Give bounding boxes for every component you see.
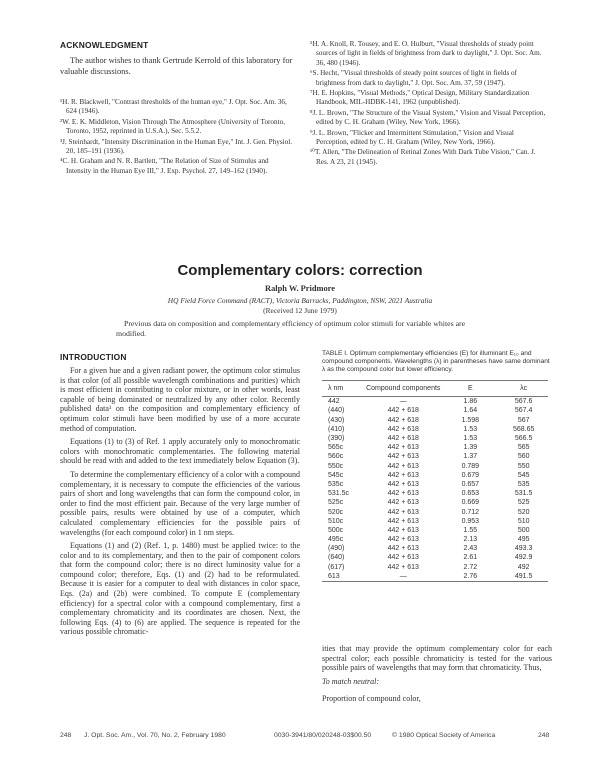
table-cell: 520 [517, 508, 530, 516]
table-cell: 1.55 [463, 526, 478, 534]
column-header: λ nm [328, 385, 344, 393]
table-row [322, 489, 548, 498]
table-cell: 442 + 613 [387, 453, 419, 461]
table-cell: 442 + 613 [387, 480, 419, 488]
table-cell: 0.953 [461, 517, 480, 525]
table-cell: 442 + 613 [387, 517, 419, 525]
table-cell: 442 + 613 [387, 462, 419, 470]
references-left [60, 98, 294, 177]
article-author: Ralph W. Pridmore [265, 284, 335, 293]
table-cell: (430) [328, 416, 345, 424]
table-row [322, 443, 548, 452]
table-row [322, 416, 548, 425]
table-cell: 1.37 [463, 453, 478, 461]
table-cell: 0.679 [461, 471, 480, 479]
reference-item: ¹H. R. Blackwell, "Contrast thresholds of the human eye," J. Opt. Soc. Am. 36, 624 (1946). [60, 98, 287, 116]
subheading: To match neutral: [322, 676, 380, 686]
right-column-text [322, 644, 552, 703]
table-cell: 2.76 [463, 572, 478, 580]
introduction-heading: INTRODUCTION [60, 352, 127, 362]
table-cell: 567.4 [514, 407, 533, 415]
introduction-paragraph: Equations (1) and (2) (Ref. 1, p. 1480) must be applied twice: to the color and to its complementary, and then to the pair of component colors that form the compound color; there is no direct luminosity value for a compound color; therefore, Eqs. (1) and (2) had to be reformulated. Because it is easier for a computer to deal with distances in color space, Eqs. (2a) and (2b) were combined. To compute E (complementary efficiency) for a spectral color with a compound complementary, first a complementary chromaticity and its coordinates are chosen. Next, the following Eqs. (4) to (6) are applied. The sequence is repeated for the various possible chromatic- [60, 541, 300, 637]
introduction-paragraph: Equations (1) to (3) of Ref. 1 apply accurately only to monochromatic colors with monochromatic complementaries. The following material should be read with and added to the text immediately below Equation (3). [60, 437, 300, 466]
column-header: Compound components [366, 385, 441, 393]
table-row [322, 434, 548, 443]
table-cell: 565c [328, 444, 344, 452]
table-header-row [322, 381, 548, 397]
text-line: Proportion of compound color, [322, 693, 421, 703]
table-cell: 568.65 [512, 425, 535, 433]
table-row [322, 544, 548, 553]
introduction-section [60, 352, 300, 637]
table-cell: 442 + 618 [387, 407, 419, 415]
table-cell: 1.39 [463, 444, 478, 452]
introduction-paragraph: To determine the complementary efficiency of a color with a compound complementary, it is necessary to compute the efficiencies of the various pairs of short and long wavelengths that can form the compound color, in order to find the most efficient pair. Because of the very large number of possible pairs, results were obtained by use of a computer, which calculated complementary efficiencies for the possible pairs of wavelengths (for each compound color) in 1 nm steps. [60, 469, 300, 537]
page-footer [60, 732, 550, 744]
acknowledgment-section [60, 40, 296, 77]
table-cell: (640) [328, 554, 345, 562]
table-cell: 560 [517, 453, 530, 461]
table-cell: 560c [328, 453, 344, 461]
table-cell: 495 [517, 536, 530, 544]
table-cell: 492 [517, 563, 530, 571]
table-cell: 442 + 618 [387, 425, 419, 433]
table-cell: 0.669 [461, 499, 480, 507]
table-row [322, 572, 548, 582]
table-cell: 1.86 [463, 398, 478, 406]
article-abstract: Previous data on composition and complementary efficiency of optimum color stimuli for variable whites are modified. [116, 319, 466, 338]
table-cell: 525 [517, 499, 530, 507]
table-cell: 0.653 [461, 490, 480, 498]
table-cell: 442 [328, 398, 340, 406]
table-cell: 1.598 [461, 416, 480, 424]
table-cell: 442 + 613 [387, 490, 419, 498]
table-body [322, 397, 548, 582]
table-cell: 500 [517, 526, 530, 534]
table-cell: 567.6 [514, 398, 533, 406]
table-cell: 550c [328, 462, 344, 470]
column-header: λc [520, 385, 528, 393]
references-right [310, 40, 548, 168]
article-title: Complementary colors: correction [177, 262, 423, 279]
table-row [322, 517, 548, 526]
table-cell: 0.789 [461, 462, 480, 470]
table-cell: 531.5 [514, 490, 533, 498]
table-cell: (440) [328, 407, 345, 415]
table-row [322, 507, 548, 516]
table-row [322, 397, 548, 407]
table-cell: 566.5 [514, 435, 533, 443]
reference-item: ⁴C. H. Graham and N. R. Bartlett, "The Relation of Size of Stimulus and Intensity in the Human Eye III," J. Exp. Psychol. 27, 149–162 (1940). [60, 157, 269, 175]
table-cell: 442 + 613 [387, 471, 419, 479]
table-cell: 1.53 [463, 425, 478, 433]
table-cell: 495c [328, 536, 344, 544]
reference-item: ¹⁰T. Allen, "The Delineation of Retinal Zones With Dark Tube Vision," Can. J. Res. A 23, 21 (1945). [310, 148, 536, 166]
table-cell: 2.61 [463, 554, 478, 562]
table-cell: 510c [328, 517, 344, 525]
table-row [322, 535, 548, 544]
copyright: © 1980 Optical Society of America [392, 732, 496, 739]
table-cell: 500c [328, 526, 344, 534]
introduction-paragraph: For a given hue and a given radiant power, the optimum color stimulus is that color (of all possible wavelength combinations and purities) which is most efficient in contributing to color mixture, or in other words, least capable of being dominated or neutralized by any other color. Recently published data¹ on the composition and complementary efficiency of optimum color stimuli have been modified by use of a more accurate method of computation. [60, 366, 300, 433]
table-section [322, 350, 552, 582]
table-cell: 442 + 613 [387, 499, 419, 507]
reference-item: ³J. Steinhardt, "Intensity Discrimination in the Human Eye," Int. J. Gen. Physiol. 20, 185–191 (1936). [60, 137, 293, 156]
table-cell: 550 [517, 462, 530, 470]
table-cell: 442 + 618 [387, 435, 419, 443]
table-cell: 492.9 [514, 554, 533, 562]
table-row [322, 471, 548, 480]
table-row [322, 406, 548, 415]
column-header: E [467, 385, 473, 393]
reference-item: ⁹J. L. Brown, "Flicker and Intermittent Stimulation," Vision and Visual Perception, edited by C. H. Graham (Wiley, New York, 1966). [310, 128, 514, 147]
table-cell: 442 + 613 [387, 545, 419, 553]
table-cell: 535c [328, 480, 344, 488]
table-row [322, 563, 548, 572]
acknowledgment-heading: ACKNOWLEDGMENT [60, 40, 149, 50]
table-cell: 535 [517, 480, 530, 488]
table-cell: 442 + 613 [387, 563, 419, 571]
table-cell: 442 + 613 [387, 554, 419, 562]
reference-item: ⁷H. E. Hopkins, "Visual Methods," Optical Design, Military Standardization Handbook, MIL-HDBK-141, 1962 (unpublished). [310, 89, 530, 107]
table-cell: (410) [328, 425, 345, 433]
table-cell: 510 [517, 517, 530, 525]
table-cell: — [399, 398, 407, 406]
table-cell: 442 + 613 [387, 536, 419, 544]
table-cell: 567 [517, 416, 530, 424]
table-cell: (390) [328, 435, 345, 443]
table-cell: (490) [328, 545, 345, 553]
table-cell: 2.13 [463, 536, 478, 544]
table-cell: — [399, 572, 407, 580]
article-received: (Received 12 June 1979) [263, 306, 337, 315]
page-number-right: 248 [538, 732, 550, 739]
table-cell: 531.5c [328, 490, 350, 498]
reference-item: ⁵H. A. Knoll, R. Tousey, and E. O. Hulburt, "Visual thresholds of steady point sources of light in fields of brightness from dark to daylight," J. Opt. Soc. Am. 36, 480 (1946). [310, 40, 542, 67]
table-cell: 613 [328, 572, 340, 580]
table-cell: 0.657 [461, 480, 480, 488]
table-cell: 525c [328, 499, 344, 507]
table-cell: 442 + 618 [387, 416, 419, 424]
table-cell: 1.53 [463, 435, 478, 443]
continued-paragraph: ities that may provide the optimum complementary color for each spectral color; each possible chromaticity is tested for the various possible pairs of wavelengths that may form that chromaticity. Thus, [322, 644, 552, 673]
article-affiliation: HQ Field Force Command (RACT), Victoria Barracks, Paddington, NSW, 2021 Australia [167, 296, 433, 305]
table-row [322, 452, 548, 461]
table-cell: (617) [328, 563, 345, 571]
table-row [322, 462, 548, 471]
table-cell: 545 [517, 471, 530, 479]
table-cell: 520c [328, 508, 344, 516]
article-code: 0030-3941/80/020248-03$00.50 [274, 732, 372, 739]
table-cell: 565 [517, 444, 530, 452]
table-row [322, 553, 548, 562]
table-cell: 1.64 [463, 407, 478, 415]
table-cell: 0.712 [461, 508, 480, 516]
table-row [322, 498, 548, 507]
page-number: 248 [60, 732, 72, 739]
table-cell: 545c [328, 471, 344, 479]
reference-item: ⁶S. Hecht, "Visual thresholds of steady point sources of light in fields of brightness from dark to daylight," J. Opt. Soc. Am. 37, 59 (1947). [310, 69, 518, 87]
table-row [322, 526, 548, 535]
table-cell: 442 + 613 [387, 526, 419, 534]
table-cell: 2.72 [463, 563, 478, 571]
table-caption: TABLE I. Optimum complementary efficiencies (E) for illuminant E₁₀ and compound components. Wavelengths (λ) in parentheses have same dominant λ as the compound color but lower efficiency. [322, 350, 550, 373]
reference-item: ²W. E. K. Middleton, Vision Through The Atmosphere (University of Toronto, Toronto, 1952, reprinted in U.S.A.), Sec. 5.5.2. [60, 117, 286, 136]
table-cell: 442 + 613 [387, 444, 419, 452]
table-row [322, 480, 548, 489]
table-cell: 493.3 [514, 545, 533, 553]
efficiency-table [322, 380, 548, 582]
reference-item: ⁸J. L. Brown, "The Structure of the Visual System," Vision and Visual Perception, edited by C. H. Graham (Wiley, New York, 1966). [310, 108, 546, 127]
table-cell: 442 + 613 [387, 508, 419, 516]
table-cell: 491.5 [514, 572, 533, 580]
table-row [322, 425, 548, 434]
table-cell: 2.43 [463, 545, 478, 553]
journal-citation: J. Opt. Soc. Am., Vol. 70, No. 2, February 1980 [84, 732, 226, 739]
acknowledgment-body: The author wishes to thank Gertrude Kerrold of this laboratory for valuable discussions. [60, 56, 293, 76]
